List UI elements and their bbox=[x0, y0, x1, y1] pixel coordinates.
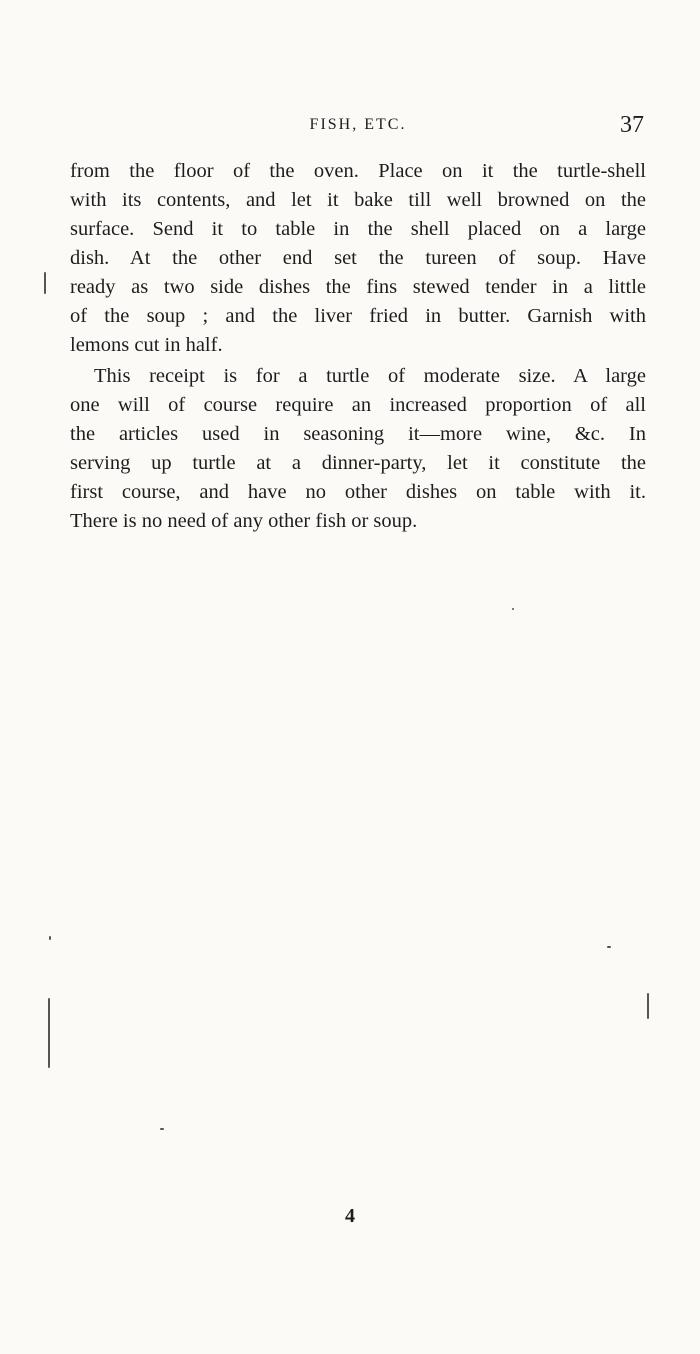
text-line: first course, and have no other dishes on table with it. bbox=[70, 481, 646, 503]
text-line: the articles used in seasoning it—more wine, &c. In bbox=[70, 423, 646, 445]
text-line: There is no need of any other fish or soup. bbox=[70, 510, 418, 532]
text-line: from the floor of the oven. Place on it the turtle-shell bbox=[70, 160, 646, 182]
scan-speck bbox=[49, 936, 51, 940]
scan-speck bbox=[512, 608, 514, 610]
scan-speck bbox=[44, 272, 46, 294]
scan-speck bbox=[160, 1128, 164, 1130]
text-line: one will of course require an increased proportion of all bbox=[70, 394, 646, 416]
text-line: lemons cut in half. bbox=[70, 334, 223, 356]
text-line: ready as two side dishes the fins stewed tender in a little bbox=[70, 276, 646, 298]
scan-speck bbox=[647, 993, 649, 1019]
scan-speck bbox=[607, 946, 611, 948]
text-line: This receipt is for a turtle of moderate size. A large bbox=[94, 365, 646, 387]
scan-speck bbox=[48, 998, 50, 1068]
running-title: FISH, ETC. bbox=[309, 116, 407, 133]
paragraph-2 bbox=[70, 362, 646, 536]
text-line: of the soup ; and the liver fried in butter. Garnish with bbox=[70, 305, 646, 327]
signature-mark: 4 bbox=[345, 1205, 355, 1227]
body-text bbox=[70, 157, 646, 536]
text-line: serving up turtle at a dinner-party, let it constitute the bbox=[70, 452, 646, 474]
text-line: surface. Send it to table in the shell placed on a large bbox=[70, 218, 646, 240]
paragraph-1 bbox=[70, 157, 646, 360]
running-head bbox=[70, 112, 646, 146]
text-line: with its contents, and let it bake till well browned on the bbox=[70, 189, 646, 211]
page-number: 37 bbox=[620, 112, 644, 138]
text-line: dish. At the other end set the tureen of soup. Have bbox=[70, 247, 646, 269]
